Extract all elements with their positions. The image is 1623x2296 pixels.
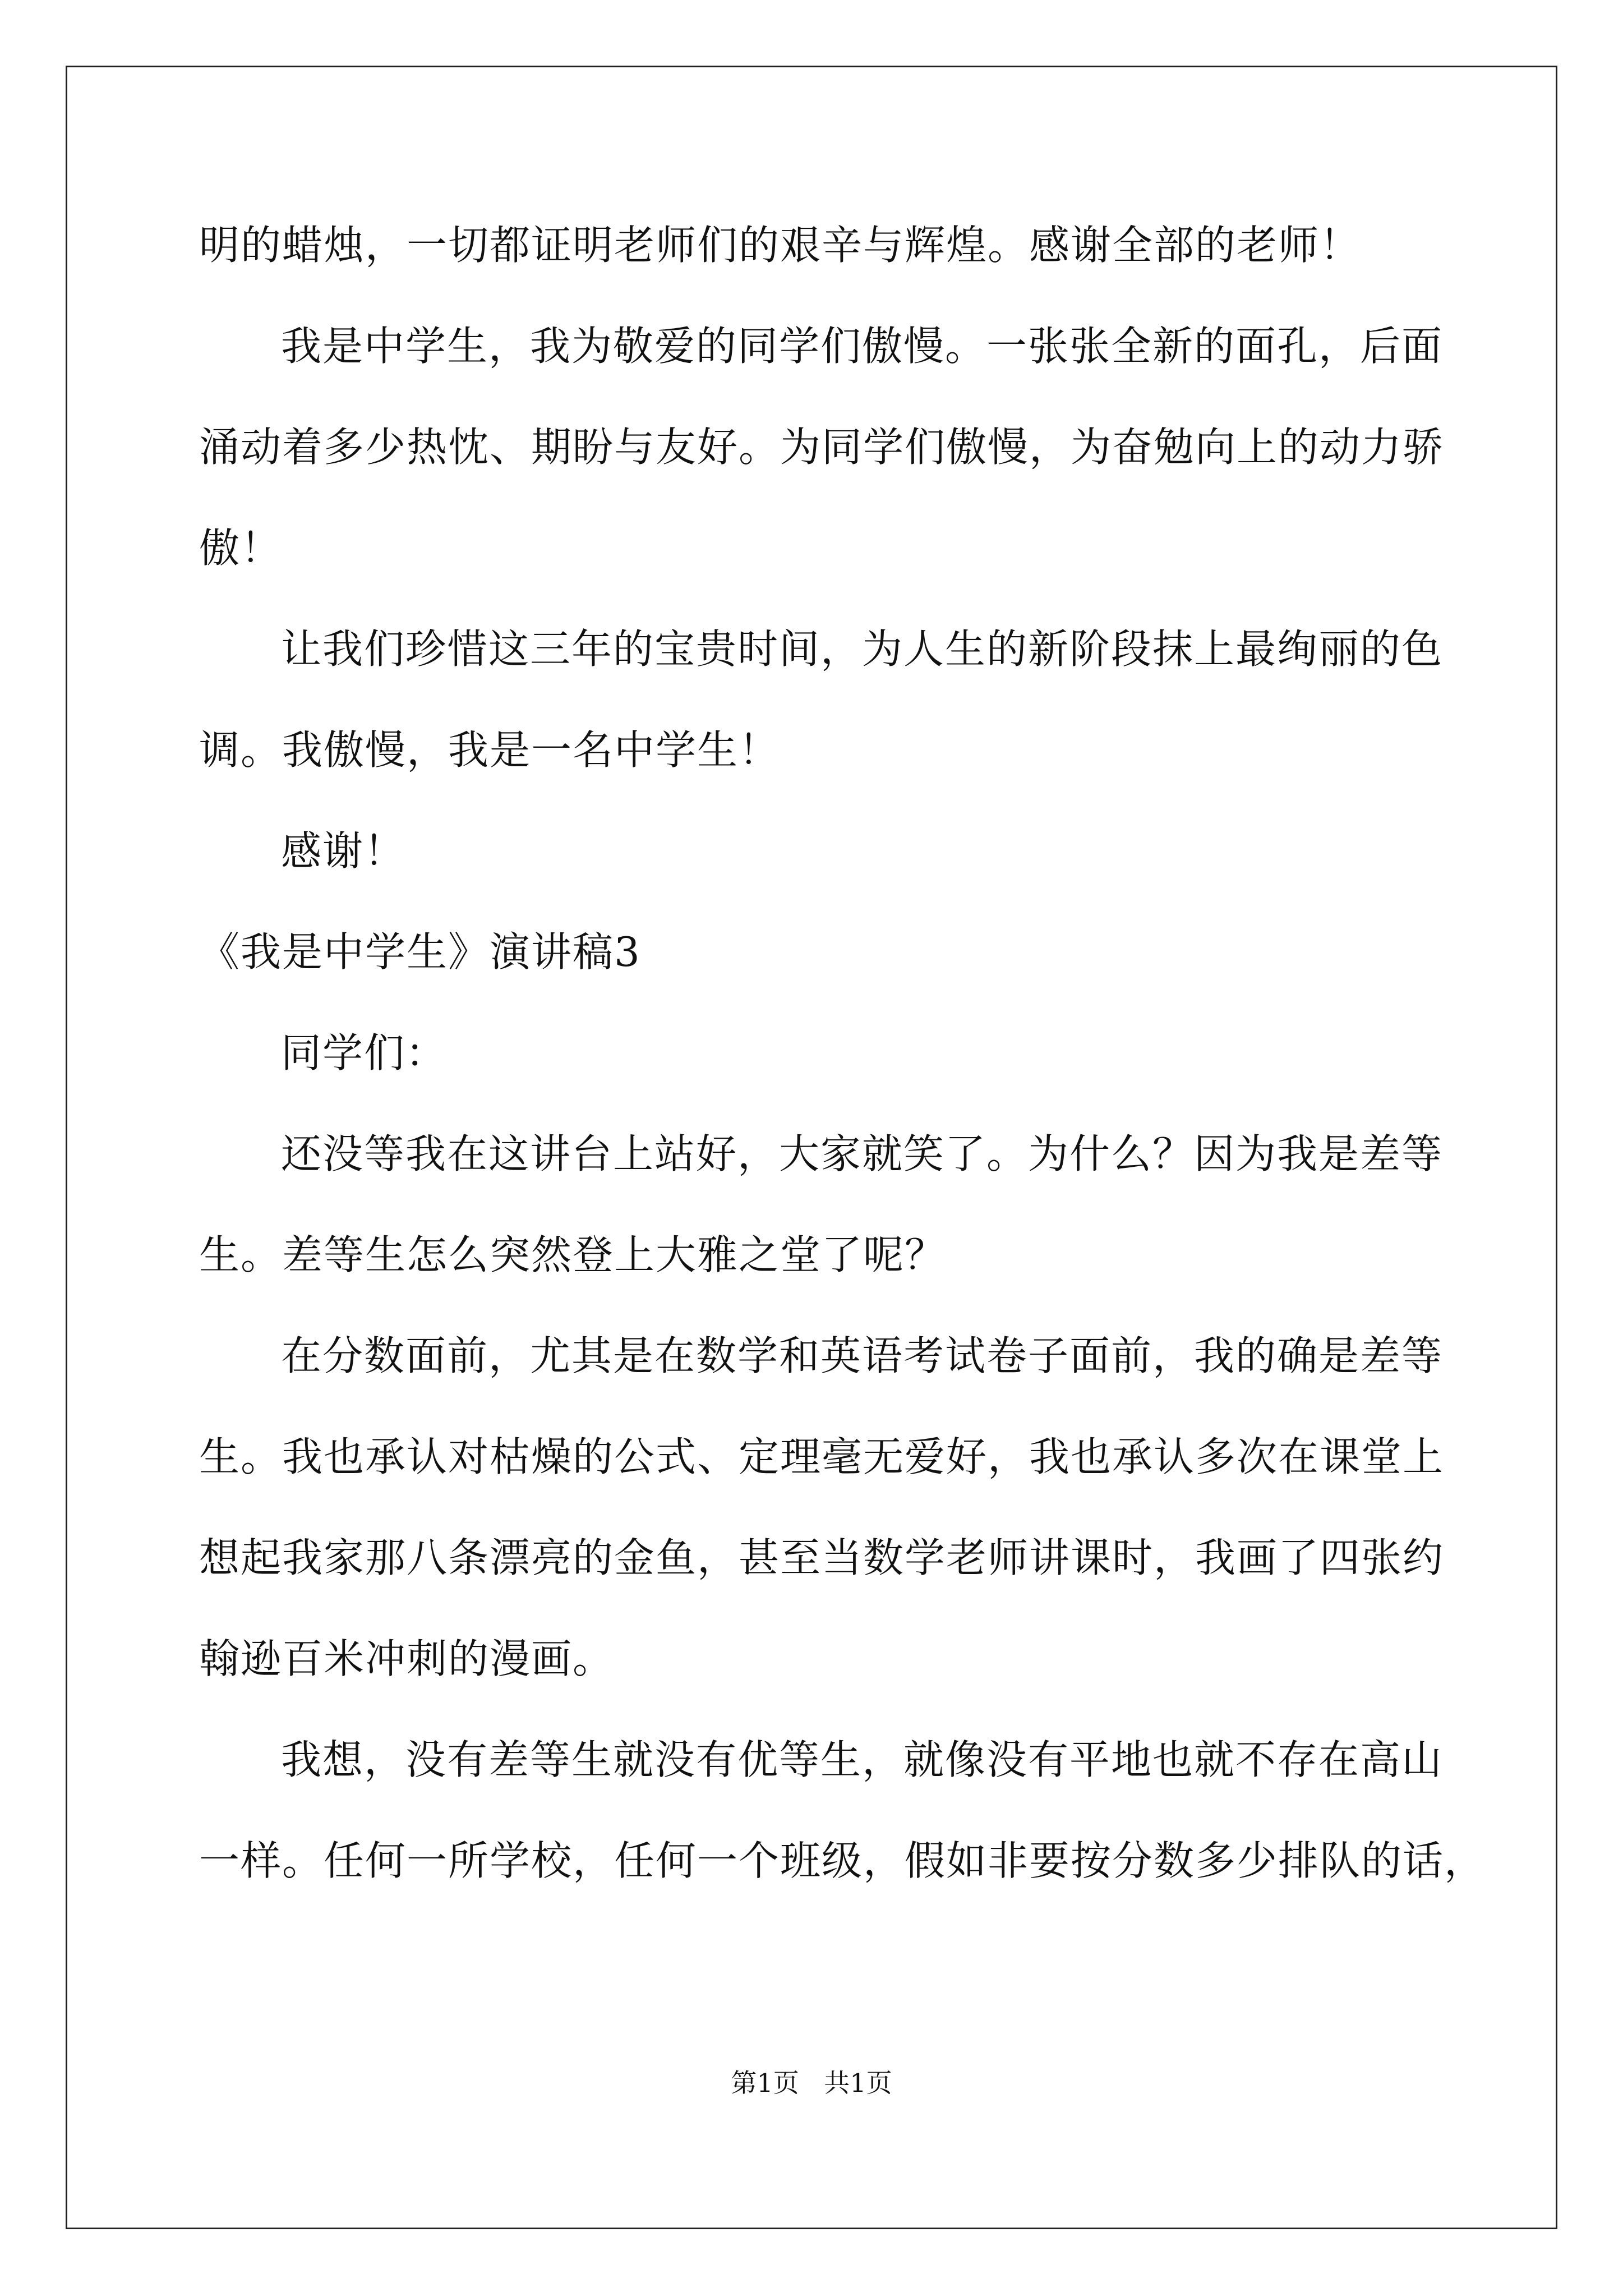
text-line: 生。我也承认对枯燥的公式、定理毫无爱好，我也承认多次在课堂上 [199,1433,1445,1480]
text-line: 感谢！ [281,827,406,875]
text-line: 想起我家那八条漂亮的金鱼，甚至当数学老师讲课时，我画了四张约 [199,1534,1445,1581]
text-line: 在分数面前，尤其是在数学和英语考试卷子面前，我的确是差等 [281,1332,1444,1379]
text-line: 生。差等生怎么突然登上大雅之堂了呢？ [199,1231,947,1278]
page-footer: 第1页 共1页 [731,2068,892,2098]
text-line: 翰逊百米冲刺的漫画。 [199,1635,615,1682]
text-line: 涌动着多少热忱、期盼与友好。为同学们傲慢，为奋勉向上的动力骄 [199,424,1445,471]
text-line: 明的蜡烛，一切都证明老师们的艰辛与辉煌。感谢全部的老师！ [199,222,1362,269]
section-heading: 《我是中学生》演讲稿3 [199,928,641,976]
text-line: 让我们珍惜这三年的宝贵时间，为人生的新阶段抹上最绚丽的色 [281,625,1444,673]
text-line: 同学们： [281,1029,448,1076]
text-line: 调。我傲慢，我是一名中学生！ [199,726,781,774]
text-line: 我是中学生，我为敬爱的同学们傲慢。一张张全新的面孔，后面 [281,323,1444,370]
text-line: 还没等我在这讲台上站好，大家就笑了。为什么？因为我是差等 [281,1130,1444,1177]
text-line: 我想，没有差等生就没有优等生，就像没有平地也就不存在高山 [281,1736,1444,1783]
text-line: 一样。任何一所学校，任何一个班级，假如非要按分数多少排队的话， [199,1837,1486,1884]
text-line: 傲！ [199,524,283,572]
